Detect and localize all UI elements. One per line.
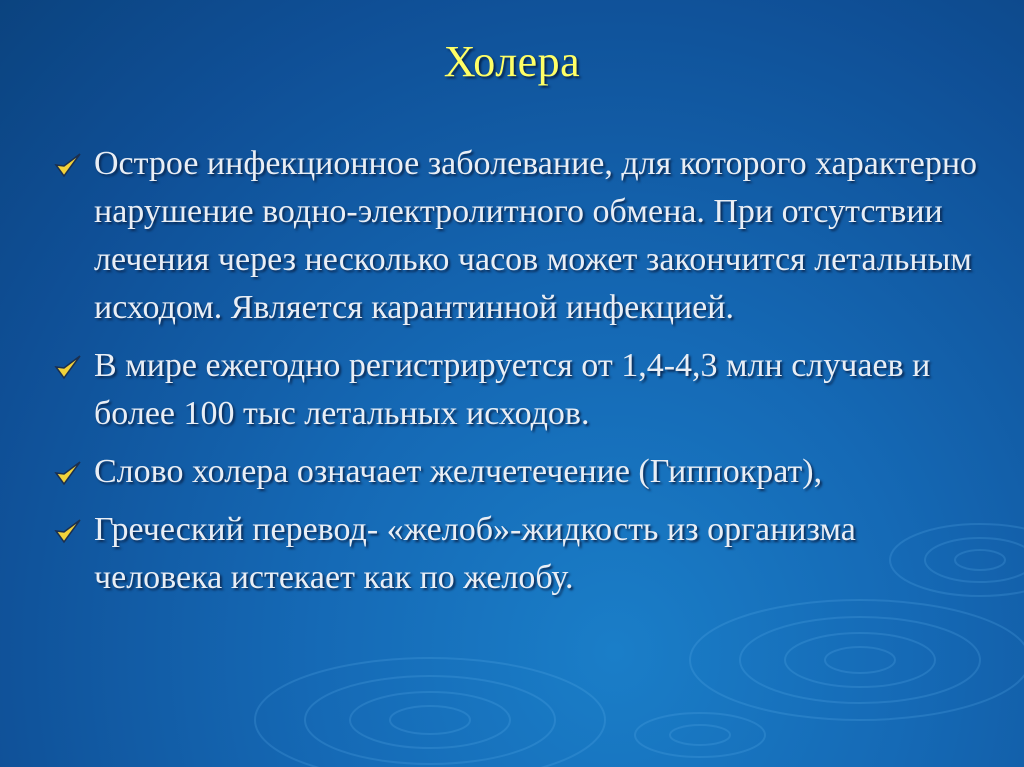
bullet-item [52, 342, 982, 438]
arrowhead-checkmark-icon [54, 448, 88, 496]
bullet-item [52, 140, 982, 332]
arrowhead-checkmark-icon [54, 506, 88, 554]
bullet-list [52, 140, 982, 612]
arrowhead-checkmark-icon [54, 342, 88, 390]
bullet-text: Слово холера означает желчетечение (Гиппократ), [94, 453, 823, 490]
bullet-item [52, 506, 982, 602]
bullet-item [52, 448, 982, 496]
bullet-text: В мире ежегодно регистрируется от 1,4-4,3 млн случаев и более 100 тыс летальных исходов. [94, 347, 931, 432]
bullet-text: Греческий перевод- «желоб»-жидкость из организма человека истекает как по желобу. [94, 511, 856, 596]
arrowhead-checkmark-icon [54, 140, 88, 188]
slide-title: Холера [443, 37, 581, 86]
bullet-text: Острое инфекционное заболевание, для которого характерно нарушение водно-электролитного обмена. При отсутствии лечения через несколько часов может закончится летальным исходом. Является карантинной инфекцией. [94, 145, 978, 326]
